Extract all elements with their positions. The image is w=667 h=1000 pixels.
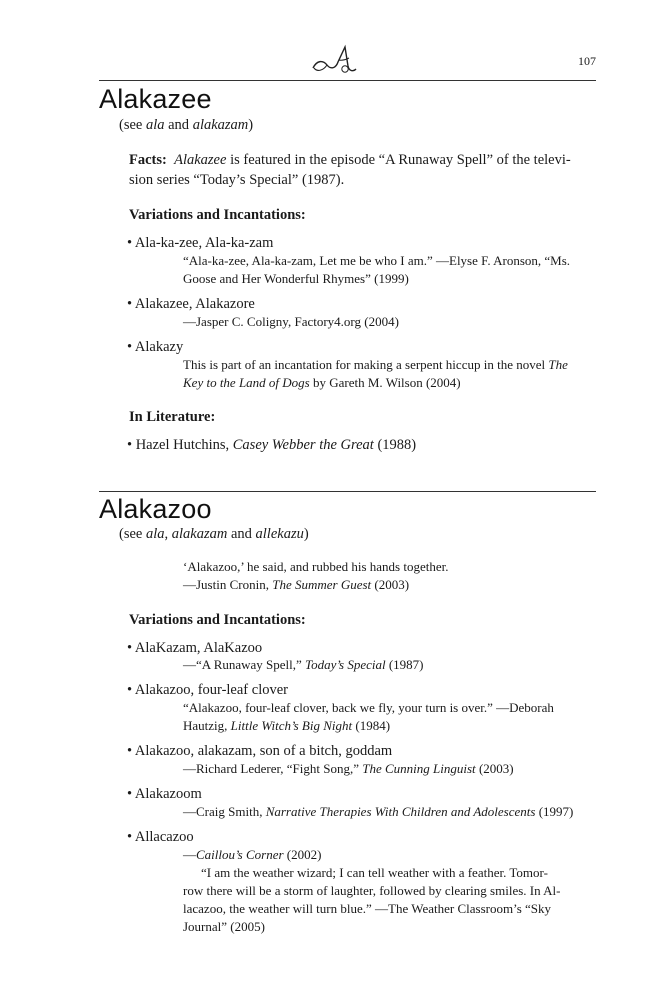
entry-title-alakazoo: Alakazoo <box>99 494 212 524</box>
see-also-alakazoo: (see ala, alakazam and allekazu) <box>119 526 309 542</box>
epigraph-quote: ‘Alakazoo,’ he said, and rubbed his hands together. <box>183 559 449 574</box>
variation-item: • Ala-ka-zee, Ala-ka-zam <box>127 235 274 251</box>
header-rule <box>99 80 596 81</box>
see-also-alakazee: (see ala and alakazam) <box>119 117 254 133</box>
variation-citation: This is part of an incantation for making a serpent hiccup in the novel The <box>183 357 568 372</box>
variation-item: • Alakazy <box>127 339 184 355</box>
variation-citation: —Jasper C. Coligny, Factory4.org (2004) <box>183 314 399 329</box>
page-number: 107 <box>578 54 596 68</box>
variation-citation: Hautzig, Little Witch’s Big Night (1984) <box>183 718 391 733</box>
variation-quote: lacazoo, the weather will turn blue.” —The Weather Classroom’s “Sky <box>183 901 552 916</box>
facts-paragraph-line1: Facts: Alakazee is featured in the episode “A Runaway Spell” of the televi- <box>129 152 571 168</box>
variation-item: • Alakazoo, alakazam, son of a bitch, goddam <box>127 743 393 759</box>
variation-citation: Key to the Land of Dogs by Gareth M. Wilson (2004) <box>183 375 461 390</box>
variation-citation: —“A Runaway Spell,” Today’s Special (1987) <box>183 657 424 672</box>
entry-title-alakazee: Alakazee <box>99 84 212 114</box>
variation-item: • Alakazoom <box>127 786 202 802</box>
variations-heading-alakazoo: Variations and Incantations: <box>129 612 306 628</box>
variation-citation: —Richard Lederer, “Fight Song,” The Cunning Linguist (2003) <box>183 761 514 776</box>
variation-quote: “I am the weather wizard; I can tell weather with a feather. Tomor- <box>201 865 548 880</box>
variations-heading-alakazee: Variations and Incantations: <box>129 207 306 223</box>
literature-heading: In Literature: <box>129 409 216 425</box>
variation-citation: —Caillou’s Corner (2002) <box>183 847 322 862</box>
variation-quote: Journal” (2005) <box>183 919 265 934</box>
literature-item: • Hazel Hutchins, Casey Webber the Great (1988) <box>127 437 417 453</box>
variation-citation: —Craig Smith, Narrative Therapies With Children and Adolescents (1997) <box>183 804 574 819</box>
section-letter-a-ornament <box>309 44 361 76</box>
variation-citation: Goose and Her Wonderful Rhymes” (1999) <box>183 271 409 286</box>
variation-quote: row there will be a storm of laughter, followed by clearing smiles. In Al- <box>183 883 561 898</box>
variation-item: • Alakazoo, four-leaf clover <box>127 682 288 698</box>
facts-paragraph-line2: sion series “Today’s Special” (1987). <box>129 172 345 188</box>
epigraph-citation: —Justin Cronin, The Summer Guest (2003) <box>183 577 410 592</box>
variation-citation: “Ala-ka-zee, Ala-ka-zam, Let me be who I am.” —Elyse F. Aronson, “Ms. <box>183 253 571 268</box>
variation-item: • AlaKazam, AlaKazoo <box>127 640 263 656</box>
variation-citation: “Alakazoo, four-leaf clover, back we fly, your turn is over.” —Deborah <box>183 700 554 715</box>
entry-divider-rule <box>99 491 596 492</box>
variation-item: • Allacazoo <box>127 829 194 845</box>
variation-item: • Alakazee, Alakazore <box>127 296 255 312</box>
